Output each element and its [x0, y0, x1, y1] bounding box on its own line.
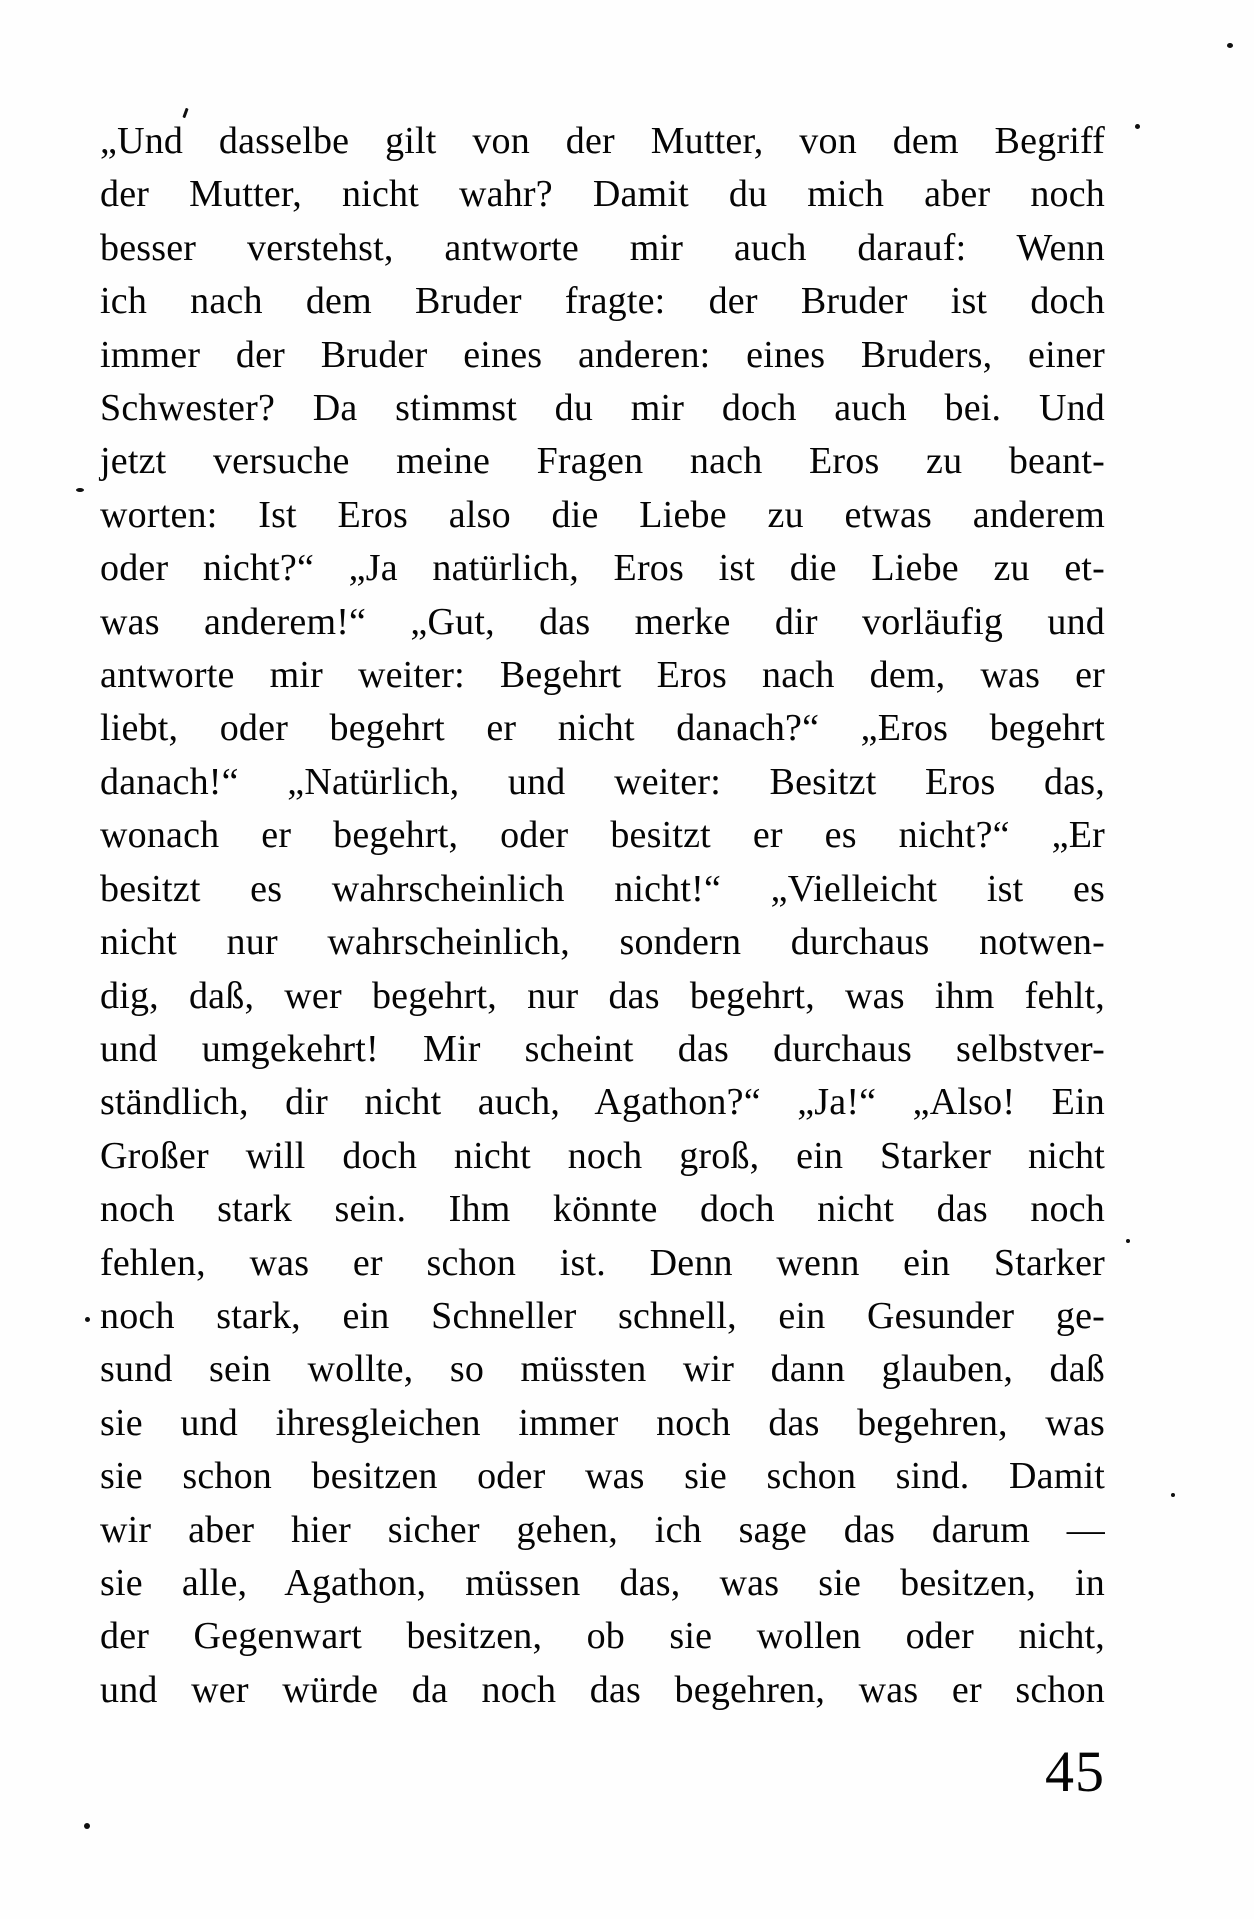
body-text	[100, 115, 1105, 1717]
text-line: noch stark sein. Ihm könnte doch nicht das noch	[100, 1188, 1105, 1231]
scan-speck	[1135, 124, 1140, 129]
scan-speck	[84, 1823, 90, 1829]
text-line: besitzt es wahrscheinlich nicht!“ „Vielleicht ist es	[100, 867, 1105, 910]
text-line: Schwester? Da stimmst du mir doch auch bei. Und	[100, 387, 1105, 430]
text-line: wonach er begehrt, oder besitzt er es nicht?“ „Er	[100, 814, 1105, 857]
text-line: sie und ihresgleichen immer noch das begehren, was	[100, 1401, 1105, 1444]
text-line: danach!“ „Natürlich, und weiter: Besitzt Eros das,	[100, 760, 1105, 803]
scan-speck	[1126, 1239, 1130, 1243]
text-line: ich nach dem Bruder fragte: der Bruder ist doch	[100, 280, 1105, 323]
text-line: sund sein wollte, so müssten wir dann glauben, daß	[100, 1348, 1105, 1391]
text-line: dig, daß, wer begehrt, nur das begehrt, was ihm fehlt,	[100, 974, 1105, 1017]
text-line: Großer will doch nicht noch groß, ein Starker nicht	[100, 1134, 1105, 1177]
text-line: liebt, oder begehrt er nicht danach?“ „Eros begehrt	[100, 707, 1105, 750]
text-line: und umgekehrt! Mir scheint das durchaus selbstver-	[100, 1027, 1105, 1070]
text-line: besser verstehst, antworte mir auch darauf: Wenn	[100, 226, 1105, 269]
text-line: nicht nur wahrscheinlich, sondern durchaus notwen-	[100, 921, 1105, 964]
text-line: und wer würde da noch das begehren, was er schon	[100, 1668, 1105, 1711]
text-line: sie alle, Agathon, müssen das, was sie besitzen, in	[100, 1561, 1105, 1604]
text-line: wir aber hier sicher gehen, ich sage das darum —	[100, 1508, 1105, 1551]
text-line: der Mutter, nicht wahr? Damit du mich aber noch	[100, 173, 1105, 216]
text-line: immer der Bruder eines anderen: eines Bruders, einer	[100, 333, 1105, 376]
text-line: oder nicht?“ „Ja natürlich, Eros ist die Liebe zu et-	[100, 547, 1105, 590]
scan-speck	[1227, 43, 1233, 48]
text-line: „Und dasselbe gilt von der Mutter, von dem Begriff	[100, 120, 1105, 162]
text-line: worten: Ist Eros also die Liebe zu etwas anderem	[100, 493, 1105, 536]
page-number: 45	[1045, 1739, 1105, 1804]
text-line: noch stark, ein Schneller schnell, ein Gesunder ge-	[100, 1294, 1105, 1337]
text-line: ständlich, dir nicht auch, Agathon?“ „Ja!“ „Also! Ein	[100, 1081, 1105, 1124]
scan-speck	[76, 488, 84, 492]
text-line: was anderem!“ „Gut, das merke dir vorläufig und	[100, 600, 1105, 643]
text-line: sie schon besitzen oder was sie schon sind. Damit	[100, 1455, 1105, 1498]
text-line: der Gegenwart besitzen, ob sie wollen oder nicht,	[100, 1615, 1105, 1658]
scan-speck	[85, 1317, 90, 1322]
scan-speck	[1171, 1493, 1175, 1497]
text-line: fehlen, was er schon ist. Denn wenn ein Starker	[100, 1241, 1105, 1284]
text-line: antworte mir weiter: Begehrt Eros nach dem, was er	[100, 654, 1105, 697]
text-line: jetzt versuche meine Fragen nach Eros zu beant-	[100, 440, 1105, 483]
